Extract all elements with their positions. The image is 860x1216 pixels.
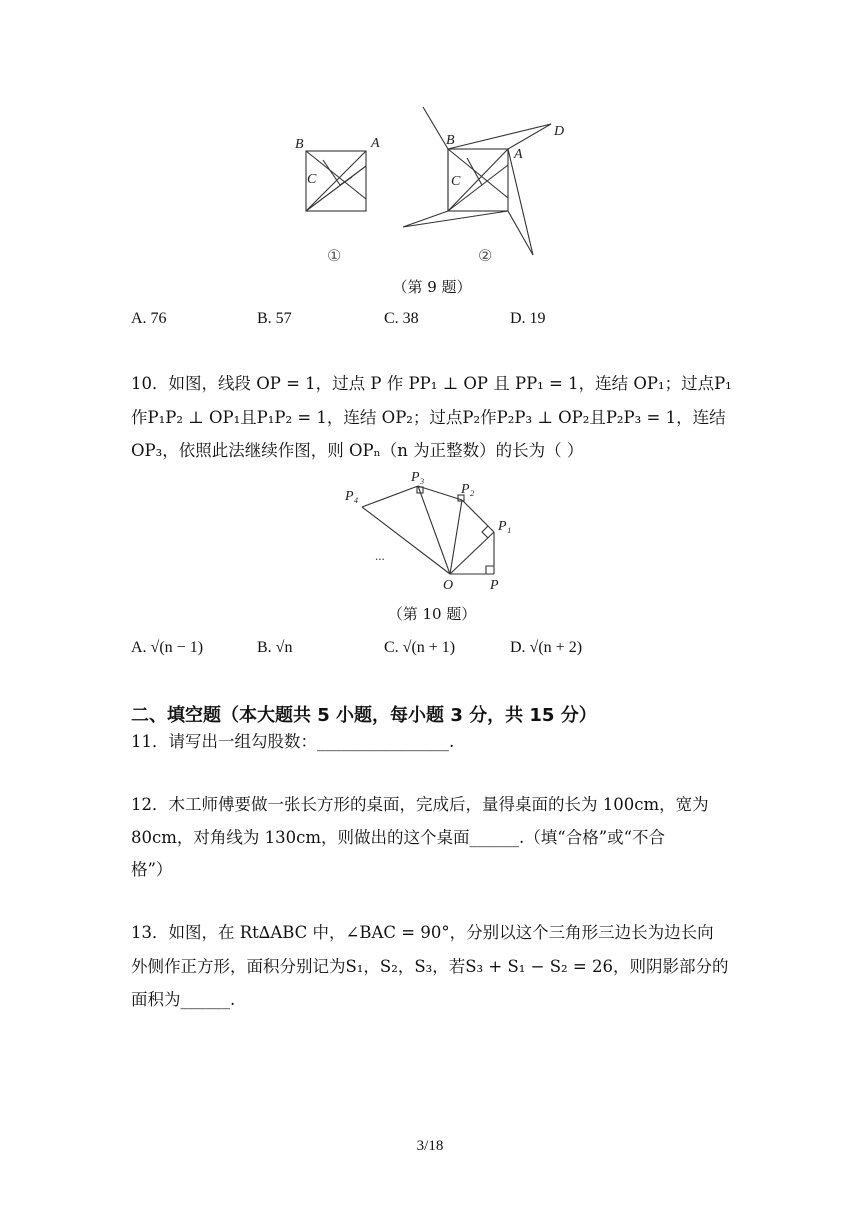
- figure-2-marker: ②: [478, 248, 493, 265]
- label-A-fig2: A: [514, 147, 523, 162]
- q10-caption: （第 10 题）: [387, 605, 477, 623]
- q9-figure: [280, 95, 580, 270]
- q10-option-b[interactable]: B. √n: [257, 639, 293, 656]
- q12-line-1: 12．木工师傅要做一张长方形的桌面，完成后，量得桌面的长为 100cm，宽为: [131, 795, 709, 814]
- q10-option-a[interactable]: A. √(n − 1): [131, 639, 204, 656]
- q9-option-c[interactable]: C. 38: [384, 310, 419, 327]
- q13-line-1: 13．如图，在 Rt∆ABC 中，∠BAC = 90°，分别以这个三角形三边长为边长向: [131, 923, 714, 942]
- q10-figure: [335, 465, 535, 595]
- q12-line-2: 80cm，对角线为 130cm，则做出的这个桌面______.（填“合格”或“不合: [131, 828, 666, 847]
- q9-option-b[interactable]: B. 57: [257, 310, 292, 327]
- label-O: O: [443, 578, 454, 593]
- label-P3: P₃: [411, 470, 425, 485]
- label-P4: P₄: [345, 489, 359, 504]
- label-C-fig2: C: [451, 174, 461, 189]
- q12-line-3: 格”）: [131, 860, 173, 879]
- label-P1: P₁: [498, 519, 512, 534]
- q10-option-d[interactable]: D. √(n + 2): [510, 639, 583, 656]
- q10-line-3: OP₃，依照此法继续作图，则 OPₙ（n 为正整数）的长为（ ）: [131, 441, 584, 460]
- page-number: 3/18: [416, 1138, 444, 1154]
- q9-option-a[interactable]: A. 76: [131, 310, 167, 327]
- q9-option-d[interactable]: D. 19: [510, 310, 546, 327]
- label-D-fig2: D: [554, 124, 565, 139]
- label-C-fig1: C: [307, 172, 317, 187]
- label-B-fig1: B: [295, 137, 304, 152]
- label-P2: P₂: [461, 482, 475, 497]
- section-2-heading: 二、填空题（本大题共 5 小题，每小题 3 分，共 15 分）: [131, 705, 597, 726]
- label-B-fig2: B: [446, 133, 455, 148]
- label-P: P: [490, 578, 499, 593]
- figure-1-marker: ①: [327, 248, 342, 265]
- q11-text: 11．请写出一组勾股数：________________.: [131, 732, 455, 751]
- q9-caption: （第 9 题）: [392, 278, 472, 296]
- q13-line-3: 面积为______.: [131, 990, 236, 1009]
- label-A-fig1: A: [371, 136, 380, 151]
- q13-line-2: 外侧作正方形，面积分别记为S₁，S₂，S₃，若S₃ + S₁ − S₂ = 26，则阴影部分的: [131, 957, 729, 976]
- q10-line-1: 10．如图，线段 OP = 1，过点 P 作 PP₁ ⊥ OP 且 PP₁ = 1，连结 OP₁；过点P₁: [131, 374, 732, 393]
- q10-line-2: 作P₁P₂ ⊥ OP₁且P₁P₂ = 1，连结 OP₂；过点P₂作P₂P₃ ⊥ OP₂且P₂P₃ = 1，连结: [131, 408, 726, 427]
- continuation-dots: ...: [375, 548, 385, 563]
- q10-option-c[interactable]: C. √(n + 1): [384, 639, 456, 656]
